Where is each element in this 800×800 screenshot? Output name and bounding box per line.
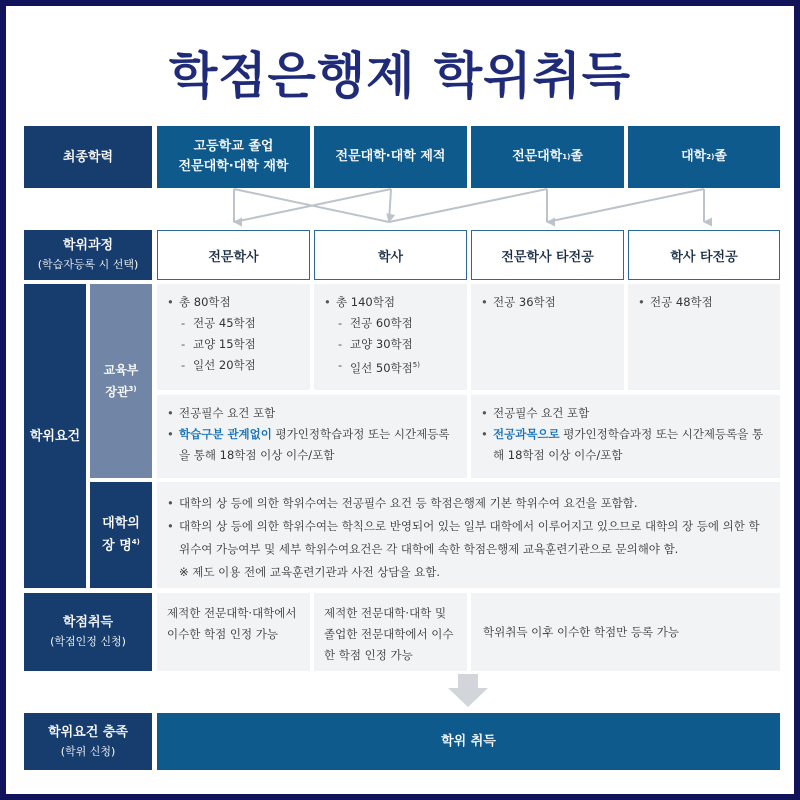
ministry-credits-associate-liberal: - 교양 15학점 bbox=[165, 334, 256, 355]
university-head-note-2: • 대학의 상 등에 의한 학위수여는 학칙으로 반영되어 있는 일부 대학에서 이루어지고 있으므로 대학의 장 등에 의한 학위수여 가능여부 및 세부 학위수여요건은 각 대학에 속한 학점은행제 교육훈련기관으로 문의해야 함. bbox=[165, 515, 768, 561]
label-ministry bbox=[90, 284, 152, 478]
degree-associate-other-major bbox=[471, 230, 624, 280]
education-cell-4-footnote: 2) bbox=[706, 153, 715, 161]
label-requirements-text: 학위요건 bbox=[29, 428, 81, 444]
label-credit-acquisition-sub: (학점인정 신청) bbox=[50, 635, 126, 648]
ministry-note-bachelor-line1: • 전공필수 요건 포함 bbox=[165, 403, 457, 424]
page-title: 학점은행제 학위취득 bbox=[168, 47, 632, 105]
education-cell-4-text: 대학 bbox=[681, 149, 707, 164]
label-ministry-footnote: 3) bbox=[128, 384, 137, 393]
ministry-credits-bachelor-major: - 전공 60학점 bbox=[322, 313, 420, 334]
connector-arrows bbox=[6, 6, 794, 236]
label-requirements-met-text: 학위요건 충족 bbox=[48, 724, 128, 740]
label-university-head-text: 대학의 bbox=[102, 516, 140, 532]
ministry-credits-bachelor-other bbox=[628, 284, 780, 390]
label-university-head-footnote: 4) bbox=[131, 538, 140, 547]
label-university-head-sub: 장 명 bbox=[102, 538, 132, 554]
education-cell-3-text: 전문대학 bbox=[512, 149, 563, 164]
credit-cell-associate-text: 제적한 전문대학·대학에서 이수한 학점 인정 가능 bbox=[167, 606, 297, 641]
ministry-credits-bachelor bbox=[314, 284, 467, 390]
label-requirements-met bbox=[24, 713, 152, 770]
ministry-credits-bachelor-general: 일선 50학점 bbox=[350, 360, 413, 375]
credit-cell-associate bbox=[157, 593, 310, 671]
credit-cell-bachelor-text: 제적한 전문대학·대학 및 졸업한 전문대학에서 이수한 학점 인정 가능 bbox=[324, 606, 454, 662]
degree-acquired-text: 학위 취득 bbox=[441, 733, 496, 749]
degree-bachelor-other-major-text: 학사 타전공 bbox=[670, 249, 738, 265]
ministry-credits-associate bbox=[157, 284, 310, 390]
ministry-note-other-major-line1: • 전공필수 요건 포함 bbox=[479, 403, 770, 424]
ministry-credits-bachelor-total: • 총 140학점 bbox=[322, 292, 420, 313]
label-degree-course bbox=[24, 230, 152, 280]
university-head-notes bbox=[157, 482, 780, 588]
ministry-credits-associate-other bbox=[471, 284, 624, 390]
label-final-education-text: 최종학력 bbox=[62, 149, 114, 165]
credit-cell-bachelor bbox=[314, 593, 467, 671]
label-degree-course-text: 학위과정 bbox=[62, 238, 114, 253]
education-cell-2-text: 전문대학·대학 제적 bbox=[335, 149, 446, 164]
label-credit-acquisition-text: 학점취득 bbox=[62, 615, 114, 630]
label-ministry-sub: 장관 bbox=[105, 384, 129, 399]
credit-cell-other-major bbox=[471, 593, 780, 671]
credit-cell-other-major-text: 학위취득 이후 이수한 학점만 등록 가능 bbox=[483, 624, 680, 639]
ministry-credits-associate-major: - 전공 45학점 bbox=[165, 313, 256, 334]
education-cell-1-line2: 전문대학·대학 재학 bbox=[178, 159, 289, 174]
label-requirements-met-sub: (학위 신청) bbox=[60, 744, 116, 758]
education-cell-3-footnote: 1) bbox=[562, 153, 571, 161]
label-degree-course-sub: (학습자등록 시 선택) bbox=[37, 258, 139, 271]
label-requirements bbox=[24, 284, 86, 588]
label-credit-acquisition bbox=[24, 593, 152, 671]
ministry-note-other-major bbox=[471, 395, 780, 478]
university-head-note-3: ※ 제도 이용 전에 교육훈련기관과 사전 상담을 요함. bbox=[179, 565, 441, 579]
ministry-credits-associate-other-major: • 전공 36학점 bbox=[479, 292, 556, 313]
ministry-credits-associate-general: - 일선 20학점 bbox=[165, 355, 256, 376]
ministry-credits-associate-total: • 총 80학점 bbox=[165, 292, 256, 313]
ministry-note-other-major-rest: 평가인정학습과정 또는 시간제등록을 통해 18학점 이상 이수/포함 bbox=[493, 427, 764, 462]
ministry-note-bachelor-highlight: 학습구분 관계없이 bbox=[179, 427, 272, 441]
education-cell-3-suffix: 졸 bbox=[570, 149, 583, 164]
education-cell-4-suffix: 졸 bbox=[714, 149, 727, 164]
ministry-note-bachelor bbox=[157, 395, 467, 478]
degree-acquired bbox=[157, 713, 780, 770]
university-head-note-1: • 대학의 상 등에 의한 학위수여는 전공필수 요건 등 학점은행제 기본 학위수여 요건을 포함함. bbox=[165, 492, 768, 515]
label-ministry-text: 교육부 bbox=[103, 362, 139, 377]
label-university-head bbox=[90, 482, 152, 588]
ministry-credits-bachelor-other-major: • 전공 48학점 bbox=[636, 292, 713, 313]
ministry-note-other-major-highlight: 전공과목으로 bbox=[493, 427, 560, 441]
down-arrow-icon bbox=[446, 674, 490, 708]
page-frame bbox=[6, 6, 794, 794]
ministry-note-bachelor-rest: 평가인정학습과정 또는 시간제등록을 통해 18학점 이상 이수/포함 bbox=[179, 427, 450, 462]
degree-associate-other-major-text: 전문학사 타전공 bbox=[501, 249, 594, 265]
degree-bachelor-other-major bbox=[628, 230, 780, 280]
ministry-credits-bachelor-liberal: - 교양 30학점 bbox=[322, 334, 420, 355]
degree-bachelor bbox=[314, 230, 467, 280]
degree-associate bbox=[157, 230, 310, 280]
ministry-credits-bachelor-footnote: 5) bbox=[412, 361, 420, 369]
degree-associate-text: 전문학사 bbox=[208, 249, 259, 265]
education-cell-1-line1: 고등학교 졸업 bbox=[193, 139, 274, 154]
degree-bachelor-text: 학사 bbox=[377, 249, 404, 265]
